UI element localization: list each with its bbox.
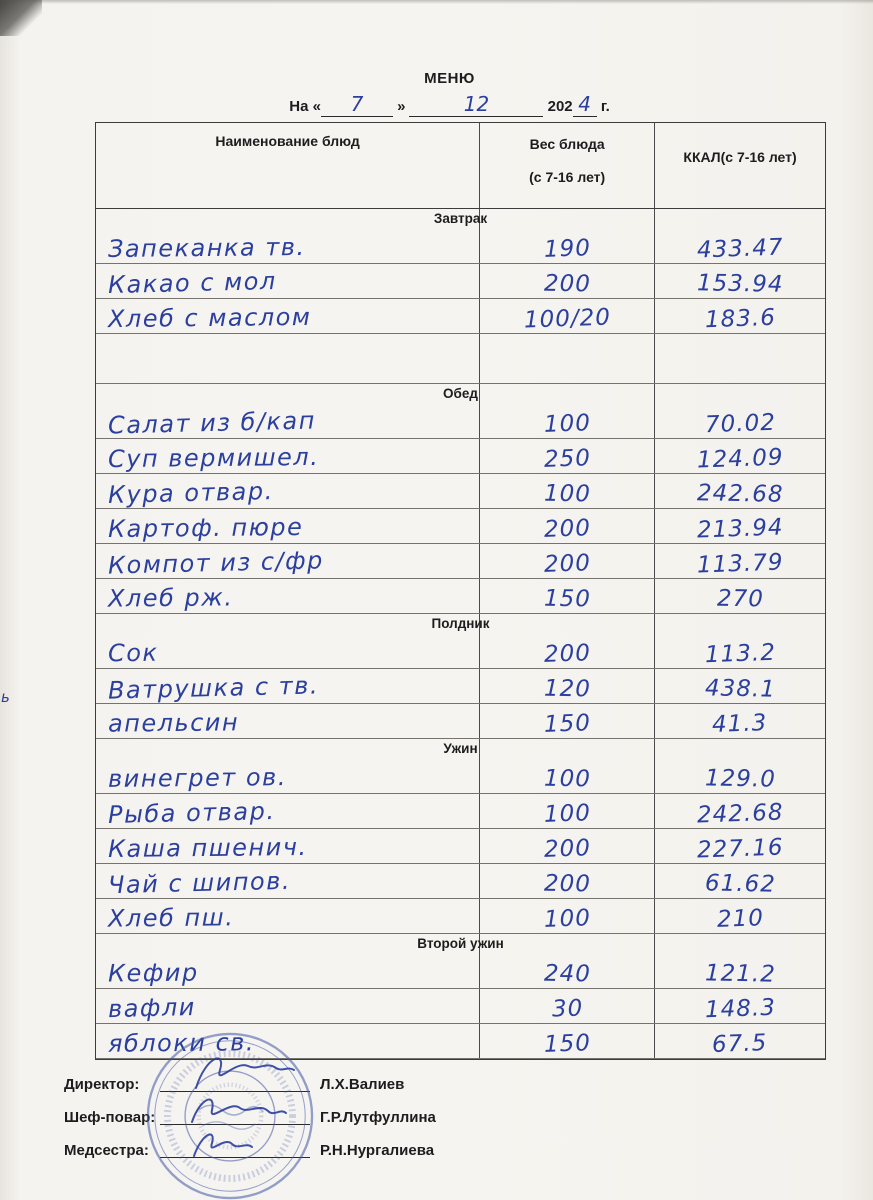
dish-name: вафли xyxy=(107,992,197,1024)
dish-kcal: 242.68 xyxy=(696,480,784,508)
signature-line xyxy=(160,1143,310,1158)
header-weight-label: Вес блюда xyxy=(529,136,605,152)
weight-cell xyxy=(480,509,655,543)
dish-cell xyxy=(96,899,480,933)
dish-cell xyxy=(96,474,480,508)
weight-cell xyxy=(480,794,655,828)
kcal-cell xyxy=(655,509,825,543)
dish-name: Каша пшенич. xyxy=(107,832,308,864)
scan-edge-shadow xyxy=(0,0,873,4)
weight-cell xyxy=(480,669,655,703)
dish-cell xyxy=(96,704,480,738)
dish-kcal: 213.94 xyxy=(696,514,784,544)
dish-weight: 240 xyxy=(543,960,591,988)
kcal-cell xyxy=(655,264,825,298)
dish-cell xyxy=(96,794,480,828)
dish-name: апельсин xyxy=(107,708,240,738)
dish-name: Хлеб с маслом xyxy=(107,302,312,334)
kcal-cell xyxy=(655,474,825,508)
weight-cell xyxy=(480,829,655,863)
dish-kcal: 433.47 xyxy=(696,234,784,264)
kcal-cell xyxy=(655,954,825,988)
signature-row-chef xyxy=(64,1105,436,1126)
dish-cell xyxy=(96,404,480,438)
dish-cell xyxy=(96,989,480,1023)
menu-row xyxy=(96,759,825,794)
dish-cell xyxy=(96,264,480,298)
dish-name: Картоф. пюре xyxy=(107,512,304,544)
dish-weight: 100 xyxy=(543,905,592,933)
kcal-cell xyxy=(655,544,825,578)
menu-row xyxy=(96,1024,825,1059)
weight-cell xyxy=(480,439,655,473)
dish-name: Салат из б/кап xyxy=(107,406,317,440)
dish-kcal: 210 xyxy=(716,905,764,933)
dish-kcal: 148.3 xyxy=(704,994,776,1024)
dish-name: Суп вермишел. xyxy=(107,442,320,474)
dish-weight: 150 xyxy=(543,585,591,613)
date-prefix: На « xyxy=(289,98,321,115)
menu-row xyxy=(96,634,825,669)
handwritten-month: 12 xyxy=(463,92,490,116)
dish-name: Запеканка тв. xyxy=(107,232,306,264)
kcal-cell xyxy=(655,899,825,933)
empty-row xyxy=(96,334,825,384)
dish-cell xyxy=(96,544,480,578)
dish-name: Чай с шипов. xyxy=(107,866,292,900)
menu-table-rows xyxy=(96,209,825,1059)
menu-row xyxy=(96,404,825,439)
dish-cell xyxy=(96,439,480,473)
weight-cell xyxy=(480,864,655,898)
dish-kcal: 183.6 xyxy=(704,304,776,334)
section-row xyxy=(96,209,825,229)
dish-cell xyxy=(96,829,480,863)
section-row xyxy=(96,384,825,404)
scan-corner-artifact xyxy=(0,0,42,36)
dish-weight: 200 xyxy=(543,870,591,898)
header-kcal-cell xyxy=(655,123,825,208)
menu-row xyxy=(96,299,825,334)
dish-weight: 200 xyxy=(543,270,591,298)
section-label: Полдник xyxy=(431,616,490,631)
dish-kcal: 129.0 xyxy=(704,765,776,793)
signature-role: Шеф-повар: xyxy=(64,1109,156,1126)
menu-row xyxy=(96,864,825,899)
weight-cell xyxy=(480,579,655,613)
handwritten-year-digit: 4 xyxy=(578,92,592,116)
kcal-cell xyxy=(655,229,825,263)
menu-row xyxy=(96,829,825,864)
dish-kcal: 124.09 xyxy=(696,444,784,474)
date-year-printed: 202 xyxy=(547,98,573,115)
dish-kcal: 227.16 xyxy=(696,834,784,864)
kcal-cell xyxy=(655,759,825,793)
empty-cell xyxy=(655,334,825,383)
menu-row xyxy=(96,794,825,829)
weight-cell xyxy=(480,989,655,1023)
kcal-cell xyxy=(655,634,825,668)
header-kcal-label: ККАЛ(с 7-16 лет) xyxy=(683,149,797,165)
kcal-cell xyxy=(655,669,825,703)
weight-cell xyxy=(480,899,655,933)
section-label: Завтрак xyxy=(433,211,488,226)
dish-cell xyxy=(96,1024,480,1058)
signatures-block xyxy=(64,1072,436,1171)
dish-name: Кефир xyxy=(107,958,199,988)
weight-cell xyxy=(480,544,655,578)
kcal-cell xyxy=(655,299,825,333)
signature-role: Медсестра: xyxy=(64,1142,149,1159)
kcal-cell xyxy=(655,704,825,738)
menu-row xyxy=(96,544,825,579)
dish-name: Рыба отвар. xyxy=(107,796,276,830)
dish-weight: 200 xyxy=(543,550,592,578)
signature-line xyxy=(160,1110,310,1125)
dish-name: Компот из с/фр xyxy=(107,546,325,580)
dish-kcal: 61.62 xyxy=(704,870,776,898)
signature-name: Л.Х.Валиев xyxy=(320,1076,405,1093)
dish-kcal: 41.3 xyxy=(712,710,769,738)
weight-cell xyxy=(480,404,655,438)
dish-cell xyxy=(96,954,480,988)
dish-weight: 250 xyxy=(543,445,592,473)
dish-name: винегрет ов. xyxy=(107,763,288,793)
kcal-cell xyxy=(655,989,825,1023)
signature-name: Р.Н.Нургалиева xyxy=(320,1142,435,1159)
dish-kcal: 113.79 xyxy=(696,549,784,579)
weight-cell xyxy=(480,634,655,668)
weight-cell xyxy=(480,299,655,333)
menu-row xyxy=(96,579,825,614)
dish-weight: 100 xyxy=(543,765,591,793)
dish-cell xyxy=(96,579,480,613)
menu-row xyxy=(96,439,825,474)
dish-weight: 190 xyxy=(543,235,592,263)
dish-kcal: 438.1 xyxy=(704,675,776,703)
dish-cell xyxy=(96,229,480,263)
weight-cell xyxy=(480,229,655,263)
dish-name: Хлеб рж. xyxy=(107,583,234,613)
header-dish-cell xyxy=(96,123,480,208)
dish-name: Кура отвар. xyxy=(107,476,275,510)
weight-cell xyxy=(480,954,655,988)
menu-row xyxy=(96,989,825,1024)
dish-cell xyxy=(96,759,480,793)
menu-row xyxy=(96,264,825,299)
dish-kcal: 121.2 xyxy=(704,960,776,988)
section-row xyxy=(96,614,825,634)
date-quote-close: » xyxy=(397,98,406,115)
dish-weight: 200 xyxy=(543,640,592,668)
handwritten-day: 7 xyxy=(350,92,364,116)
kcal-cell xyxy=(655,579,825,613)
kcal-cell xyxy=(655,404,825,438)
dish-cell xyxy=(96,864,480,898)
kcal-cell xyxy=(655,794,825,828)
menu-row xyxy=(96,954,825,989)
weight-cell xyxy=(480,704,655,738)
empty-cell xyxy=(480,334,655,383)
dish-weight: 100 xyxy=(543,480,591,508)
dish-cell xyxy=(96,634,480,668)
table-header-row xyxy=(96,123,825,209)
section-row xyxy=(96,739,825,759)
weight-cell xyxy=(480,1024,655,1058)
menu-row xyxy=(96,474,825,509)
kcal-cell xyxy=(655,1024,825,1058)
dish-weight: 150 xyxy=(543,710,592,738)
scan-edge-mark: ь xyxy=(1,688,10,706)
signature-name: Г.Р.Лутфуллина xyxy=(320,1109,436,1126)
dish-kcal: 113.2 xyxy=(704,639,776,669)
date-suffix: г. xyxy=(600,98,610,115)
weight-cell xyxy=(480,759,655,793)
header-weight-sublabel: (с 7-16 лет) xyxy=(529,169,606,185)
page-title: МЕНЮ xyxy=(424,70,475,87)
menu-row xyxy=(96,669,825,704)
dish-weight: 100 xyxy=(543,410,592,438)
header-dish-label: Наименование блюд xyxy=(215,133,360,149)
dish-weight: 100/20 xyxy=(523,304,612,334)
menu-table xyxy=(95,122,826,1060)
dish-weight: 150 xyxy=(543,1030,592,1058)
dish-kcal: 70.02 xyxy=(704,409,776,439)
dish-name: Ватрушка с тв. xyxy=(107,671,320,705)
section-row xyxy=(96,934,825,954)
dish-kcal: 153.94 xyxy=(696,270,784,298)
weight-cell xyxy=(480,264,655,298)
dish-kcal: 67.5 xyxy=(712,1030,769,1058)
dish-name: яблоки св. xyxy=(107,1028,256,1058)
date-line xyxy=(0,92,873,117)
kcal-cell xyxy=(655,864,825,898)
section-label: Второй ужин xyxy=(417,936,504,951)
empty-cell xyxy=(96,334,480,383)
weight-cell xyxy=(480,474,655,508)
kcal-cell xyxy=(655,829,825,863)
kcal-cell xyxy=(655,439,825,473)
dish-weight: 30 xyxy=(551,995,584,1023)
header-weight-cell xyxy=(480,123,655,208)
signature-line xyxy=(160,1077,310,1092)
dish-weight: 120 xyxy=(543,675,591,703)
dish-name: Сок xyxy=(107,638,159,668)
section-label: Ужин xyxy=(443,741,478,756)
signature-row-director xyxy=(64,1072,436,1093)
menu-row xyxy=(96,509,825,544)
menu-row xyxy=(96,899,825,934)
dish-kcal: 242.68 xyxy=(696,799,784,829)
menu-row xyxy=(96,229,825,264)
dish-weight: 100 xyxy=(543,800,592,828)
dish-kcal: 270 xyxy=(716,585,764,613)
dish-cell xyxy=(96,669,480,703)
menu-row xyxy=(96,704,825,739)
dish-name: Какао с мол xyxy=(107,266,278,300)
section-label: Обед xyxy=(443,386,478,401)
dish-weight: 200 xyxy=(543,835,592,863)
dish-name: Хлеб пш. xyxy=(107,903,235,933)
signature-role: Директор: xyxy=(64,1076,140,1093)
signature-row-nurse xyxy=(64,1138,436,1159)
dish-cell xyxy=(96,509,480,543)
dish-weight: 200 xyxy=(543,515,592,543)
dish-cell xyxy=(96,299,480,333)
